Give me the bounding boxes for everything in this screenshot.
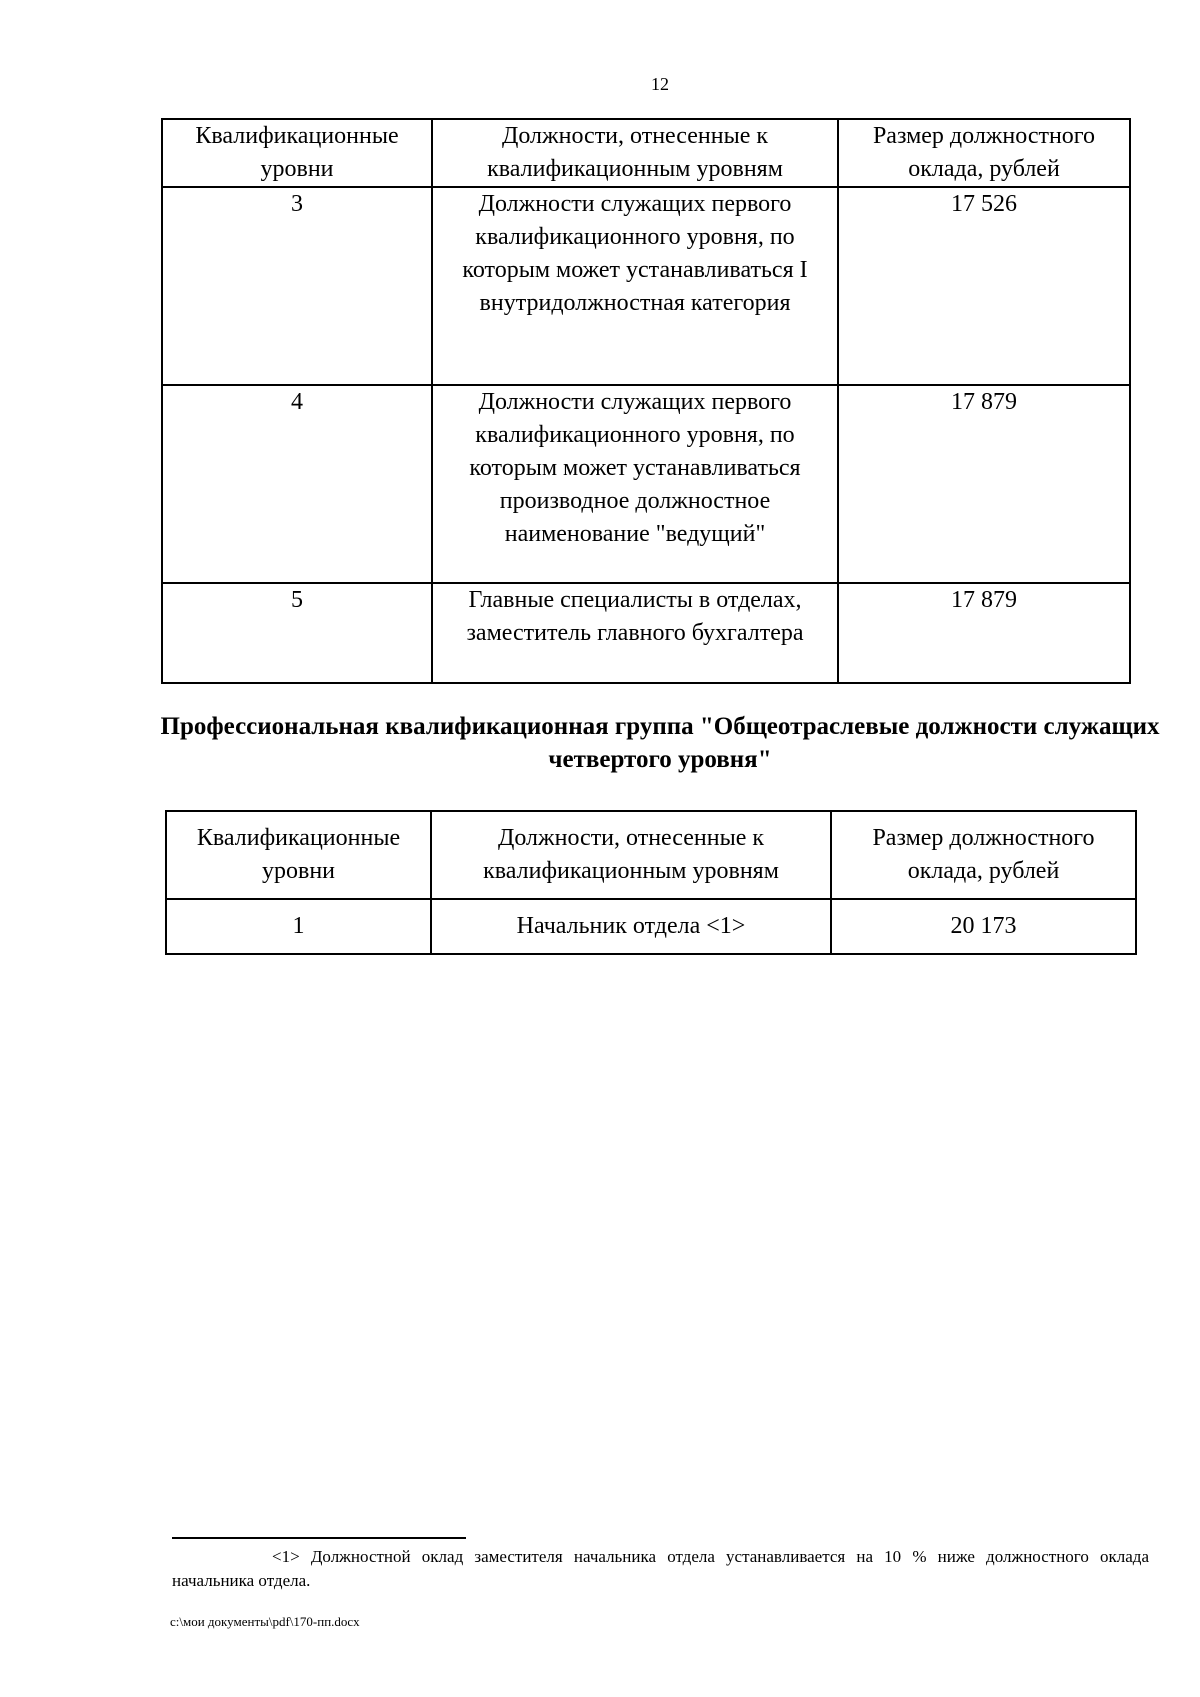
cell-level: 3 [162, 187, 432, 385]
footnote: <1> Должностной оклад заместителя начальника отдела устанавливается на 10 % ниже должностного оклада начальника отдела. [172, 1547, 1149, 1590]
file-path: c:\мои документы\pdf\170-пп.docx [170, 1614, 360, 1629]
table-row [162, 187, 1130, 385]
cell-level: 1 [166, 899, 431, 954]
cell-positions: Должности служащих первого квалификационного уровня, по которым может устанавливаться I внутридолжностная категория [432, 187, 838, 385]
cell-positions: Главные специалисты в отделах, заместитель главного бухгалтера [432, 583, 838, 683]
header-positions: Должности, отнесенные к квалификационным уровням [432, 119, 838, 187]
cell-salary: 17 879 [838, 583, 1130, 683]
table-row [162, 385, 1130, 583]
qualification-table-1 [161, 118, 1131, 684]
header-levels: Квалификационные уровни [162, 119, 432, 187]
cell-salary: 20 173 [831, 899, 1136, 954]
cell-positions: Начальник отдела <1> [431, 899, 831, 954]
page-number: 12 [651, 74, 669, 94]
header-salary: Размер должностного оклада, рублей [831, 811, 1136, 899]
table-row [162, 583, 1130, 683]
header-positions: Должности, отнесенные к квалификационным уровням [431, 811, 831, 899]
cell-level: 4 [162, 385, 432, 583]
cell-salary: 17 879 [838, 385, 1130, 583]
cell-positions: Должности служащих первого квалификационного уровня, по которым может устанавливаться производное должностное наименование "ведущий" [432, 385, 838, 583]
footnote-separator [172, 1537, 466, 1539]
cell-level: 5 [162, 583, 432, 683]
header-salary: Размер должностного оклада, рублей [838, 119, 1130, 187]
qualification-table-2 [165, 810, 1137, 955]
section-title: Профессиональная квалификационная группа "Общеотраслевые должности служащих четвертого уровня" [160, 713, 1160, 773]
table-row [166, 899, 1136, 954]
header-levels: Квалификационные уровни [166, 811, 431, 899]
table-header-row [162, 119, 1130, 187]
cell-salary: 17 526 [838, 187, 1130, 385]
table-header-row [166, 811, 1136, 899]
